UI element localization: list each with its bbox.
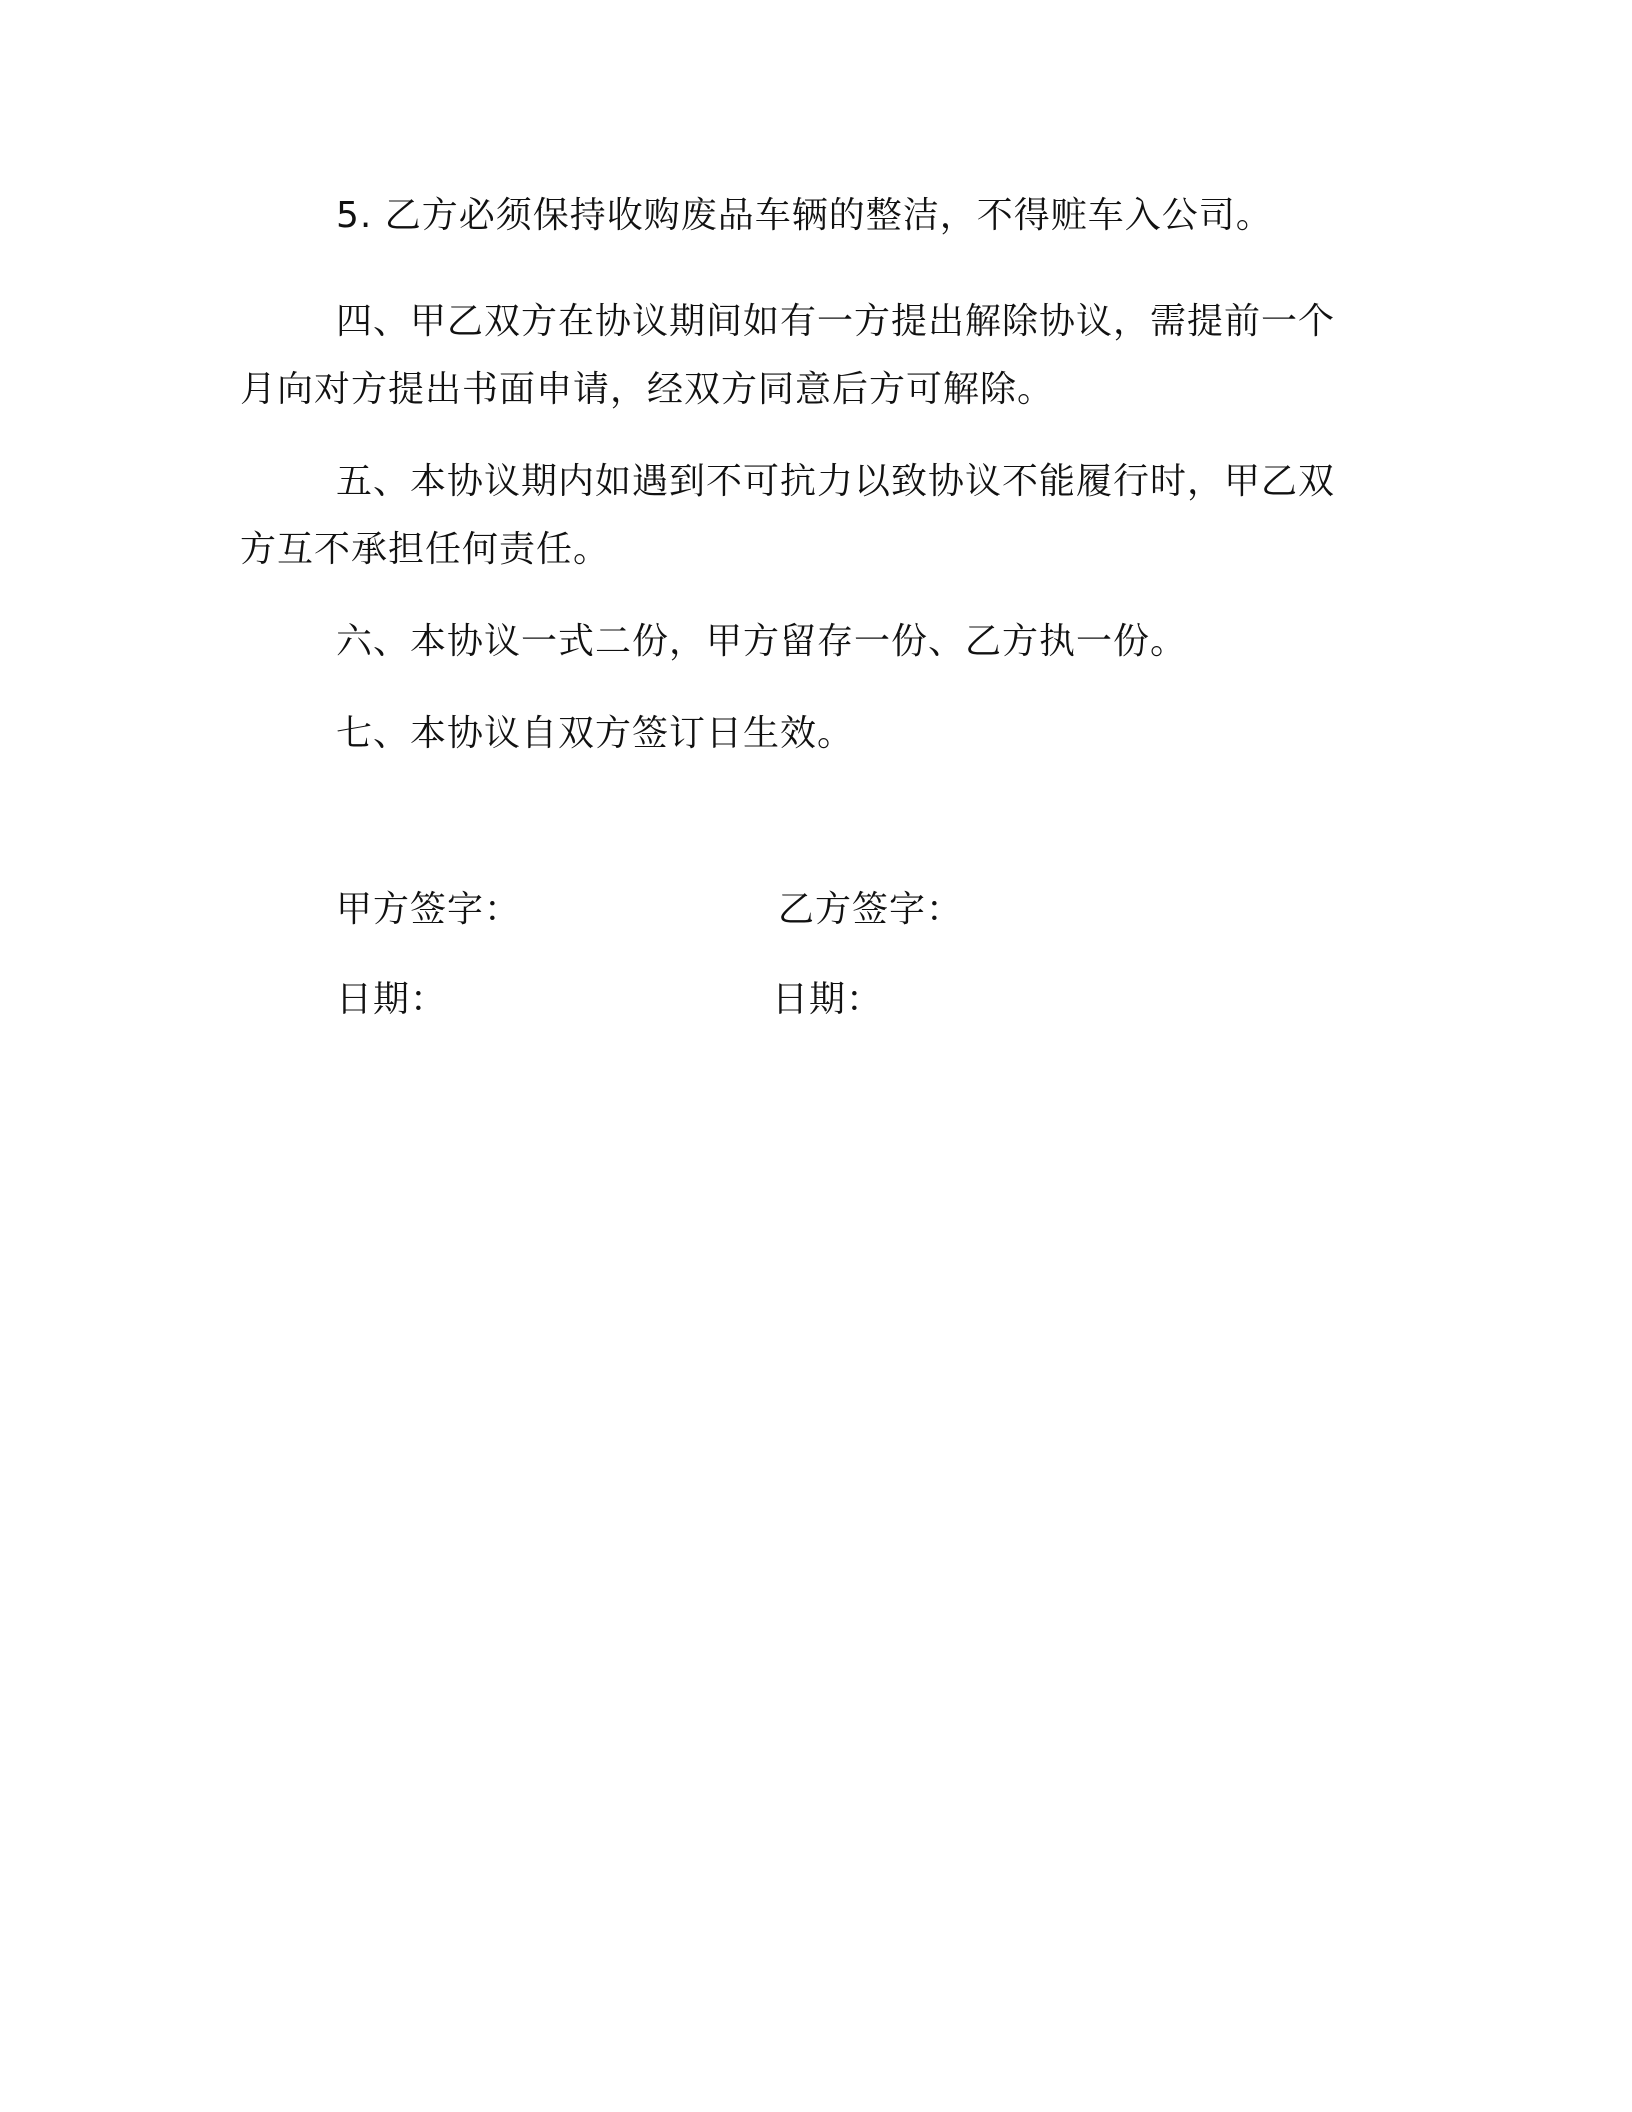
party-b-date-label: 日期： — [772, 979, 884, 1020]
clause-5-vehicle-cleanliness: 5. 乙方必须保持收购废品车辆的整洁，不得赃车入公司。 — [336, 195, 1273, 236]
clause-7-effective-date: 七、本协议自双方签订日生效。 — [336, 713, 855, 754]
clause-5-force-majeure: 五、本协议期内如遇到不可抗力以致协议不能履行时，甲乙双方互不承担任何责任。 — [240, 461, 1336, 570]
clause-4-termination: 四、甲乙双方在协议期间如有一方提出解除协议，需提前一个月向对方提出书面申请，经双方同意后方可解除。 — [240, 301, 1336, 410]
party-a-date-label: 日期： — [336, 979, 448, 1020]
party-a-signature-label: 甲方签字： — [336, 889, 522, 930]
clause-6-copies: 六、本协议一式二份，甲方留存一份、乙方执一份。 — [336, 621, 1188, 662]
party-b-signature-label: 乙方签字： — [778, 889, 964, 930]
